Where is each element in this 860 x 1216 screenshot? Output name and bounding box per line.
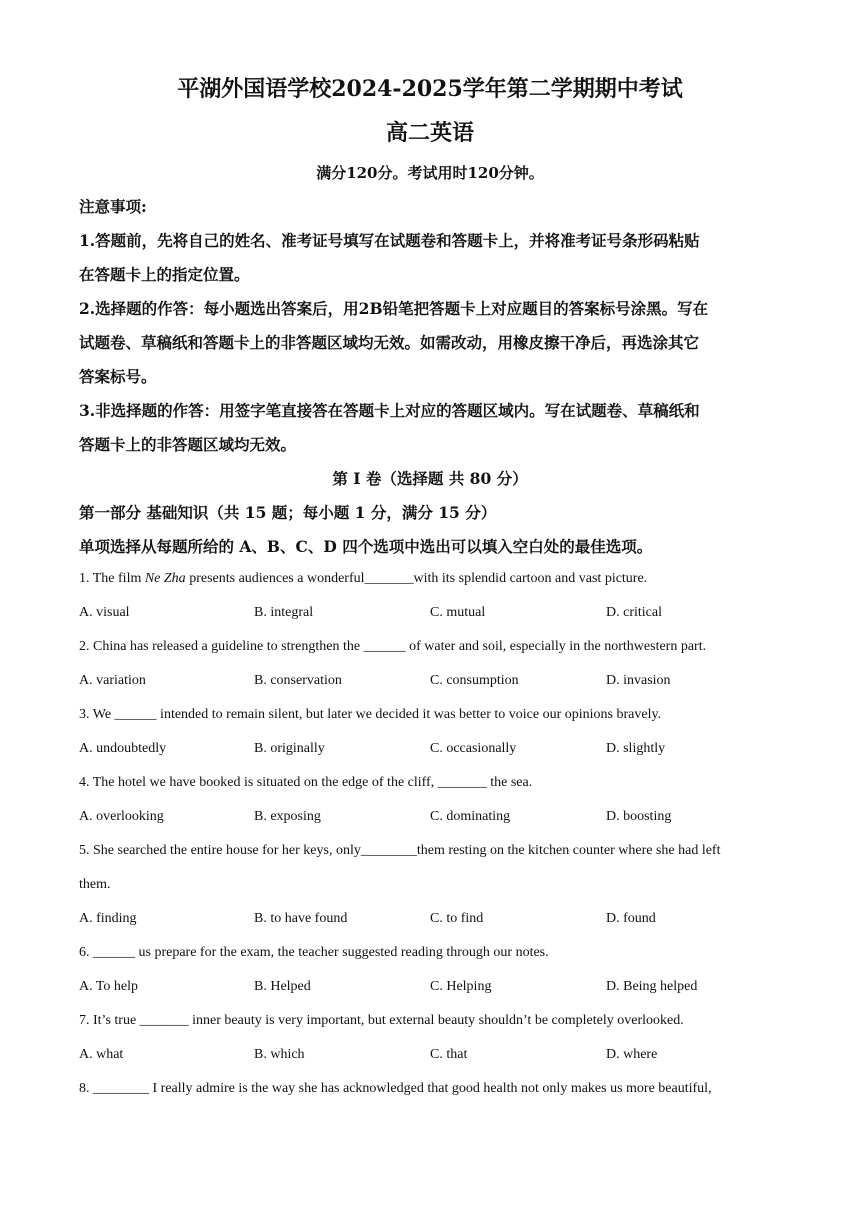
option-c: C. dominating bbox=[430, 809, 511, 824]
option-b: B. which bbox=[254, 1047, 305, 1062]
option-d: D. Being helped bbox=[606, 979, 698, 994]
question-stem: 2. China has released a guideline to strengthen the ______ of water and soil, especially in the northwestern part. bbox=[79, 639, 707, 654]
option-b: B. to have found bbox=[254, 911, 348, 926]
option-d: D. slightly bbox=[606, 741, 666, 756]
notes-line: 2.选择题的作答：每小题选出答案后，用2B铅笔把答题卡上对应题目的答案标号涂黑。写在 bbox=[79, 299, 709, 318]
option-b: B. Helped bbox=[254, 979, 311, 994]
option-a: A. what bbox=[79, 1047, 124, 1062]
score-time-note: 满分120分。考试用时120分钟。 bbox=[316, 164, 544, 182]
film-title: Ne Zha bbox=[144, 571, 186, 586]
notes-line: 答题卡上的非答题区域均无效。 bbox=[79, 435, 297, 454]
option-a: A. undoubtedly bbox=[79, 741, 167, 756]
notes-line: 在答题卡上的指定位置。 bbox=[79, 265, 250, 284]
notes-line: 试题卷、草稿纸和答题卡上的非答题区域均无效。如需改动，用橡皮擦干净后，再选涂其它 bbox=[79, 333, 700, 352]
option-b: B. exposing bbox=[254, 809, 321, 824]
instruction-line: 单项选择从每题所给的 A、B、C、D 四个选项中选出可以填入空白处的最佳选项。 bbox=[79, 537, 653, 556]
option-d: D. critical bbox=[606, 605, 662, 620]
notes-line: 1.答题前，先将自己的姓名、准考证号填写在试题卷和答题卡上，并将准考证号条形码粘贴 bbox=[79, 231, 700, 250]
option-d: D. found bbox=[606, 911, 656, 926]
option-a: A. variation bbox=[79, 673, 146, 688]
volume-heading: 第 I 卷（选择题 共 80 分） bbox=[332, 469, 528, 488]
notes-line: 答案标号。 bbox=[79, 367, 157, 386]
exam-title: 平湖外国语学校2024-2025学年第二学期期中考试 bbox=[177, 76, 683, 102]
question-stem-continued: them. bbox=[79, 877, 111, 892]
exam-subject: 高二英语 bbox=[385, 120, 474, 146]
option-d: D. invasion bbox=[606, 673, 671, 688]
question-stem: 3. We ______ intended to remain silent, but later we decided it was better to voice our opinions bravely. bbox=[79, 707, 662, 722]
question-stem: 4. The hotel we have booked is situated on the edge of the cliff, _______ the sea. bbox=[79, 775, 533, 790]
part-heading: 第一部分 基础知识（共 15 题；每小题 1 分，满分 15 分） bbox=[79, 503, 497, 522]
option-a: A. visual bbox=[79, 605, 130, 620]
option-a: A. finding bbox=[79, 911, 137, 926]
option-c: C. Helping bbox=[430, 979, 492, 994]
option-d: D. where bbox=[606, 1047, 658, 1062]
option-a: A. overlooking bbox=[79, 809, 164, 824]
notes-heading: 注意事项: bbox=[79, 197, 147, 216]
notes-line: 3.非选择题的作答：用签字笔直接答在答题卡上对应的答题区域内。写在试题卷、草稿纸和 bbox=[79, 401, 700, 420]
option-b: B. integral bbox=[254, 605, 314, 620]
question-stem: 6. ______ us prepare for the exam, the teacher suggested reading through our notes. bbox=[79, 945, 549, 960]
option-c: C. to find bbox=[430, 911, 484, 926]
option-c: C. mutual bbox=[430, 605, 486, 620]
option-c: C. consumption bbox=[430, 673, 519, 688]
option-b: B. conservation bbox=[254, 673, 342, 688]
option-c: C. that bbox=[430, 1047, 468, 1062]
question-stem: 1. The film Ne Zha presents audiences a wonderful_______with its splendid cartoon and vast picture. bbox=[79, 571, 648, 586]
option-a: A. To help bbox=[79, 979, 139, 994]
question-stem: 7. It’s true _______ inner beauty is very important, but external beauty shouldn’t be completely overlooked. bbox=[79, 1013, 684, 1028]
question-stem: 8. ________ I really admire is the way she has acknowledged that good health not only makes us more beautiful, bbox=[79, 1081, 712, 1096]
option-d: D. boosting bbox=[606, 809, 672, 824]
option-c: C. occasionally bbox=[430, 741, 517, 756]
question-stem: 5. She searched the entire house for her keys, only________them resting on the kitchen counter where she had left bbox=[79, 843, 721, 858]
option-b: B. originally bbox=[254, 741, 325, 756]
